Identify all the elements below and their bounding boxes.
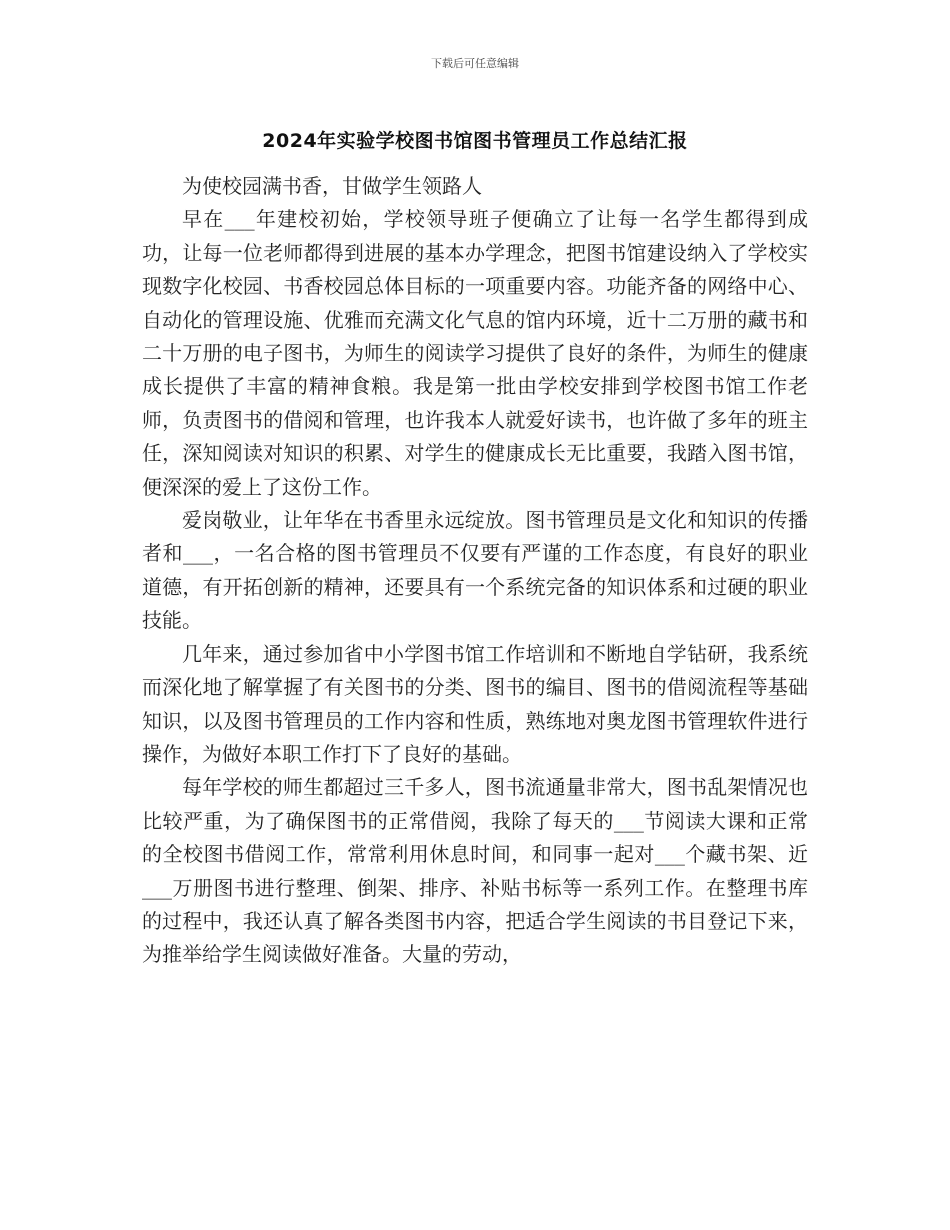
document-title: 2024年实验学校图书馆图书管理员工作总结汇报 bbox=[262, 130, 688, 152]
paragraph: 爱岗敬业，让年华在书香里永远绽放。图书管理员是文化和知识的传播者和___，一名合格的图书管理员不仅要有严谨的工作态度，有良好的职业道德，有开拓创新的精神，还要具有一个系统完备的知识体系和过硬的职业技能。 bbox=[142, 508, 808, 633]
paragraph: 早在___年建校初始，学校领导班子便确立了让每一名学生都得到成功，让每一位老师都得到进展的基本办学理念，把图书馆建设纳入了学校实现数字化校园、书香校园总体目标的一项重要内容。功能齐备的网络中心、自动化的管理设施、优雅而充满文化气息的馆内环境，近十二万册的藏书和二十万册的电子图书，为师生的阅读学习提供了良好的条件，为师生的健康成长提供了丰富的精神食粮。我是第一批由学校安排到学校图书馆工作老师，负责图书的借阅和管理，也许我本人就爱好读书，也许做了多年的班主任，深知阅读对知识的积累、对学生的健康成长无比重要，我踏入图书馆，便深深的爱上了这份工作。 bbox=[142, 207, 808, 499]
paragraph: 几年来，通过参加省中小学图书馆工作培训和不断地自学钻研，我系统而深化地了解掌握了有关图书的分类、图书的编目、图书的借阅流程等基础知识，以及图书管理员的工作内容和性质，熟练地对奥龙图书管理软件进行操作，为做好本职工作打下了良好的基础。 bbox=[142, 641, 808, 766]
paragraph-subtitle: 为使校园满书香，甘做学生领路人 bbox=[182, 174, 482, 198]
document-body bbox=[142, 170, 808, 972]
header-note: 下载后可任意编辑 bbox=[431, 57, 519, 70]
paragraph: 每年学校的师生都超过三千多人，图书流通量非常大，图书乱架情况也比较严重，为了确保图书的正常借阅，我除了每天的___节阅读大课和正常的全校图书借阅工作，常常利用休息时间，和同事一起对___个藏书架、近___万册图书进行整理、倒架、排序、补贴书标等一系列工作。在整理书库的过程中，我还认真了解各类图书内容，把适合学生阅读的书目登记下来，为推举给学生阅读做好准备。大量的劳动， bbox=[142, 775, 808, 967]
